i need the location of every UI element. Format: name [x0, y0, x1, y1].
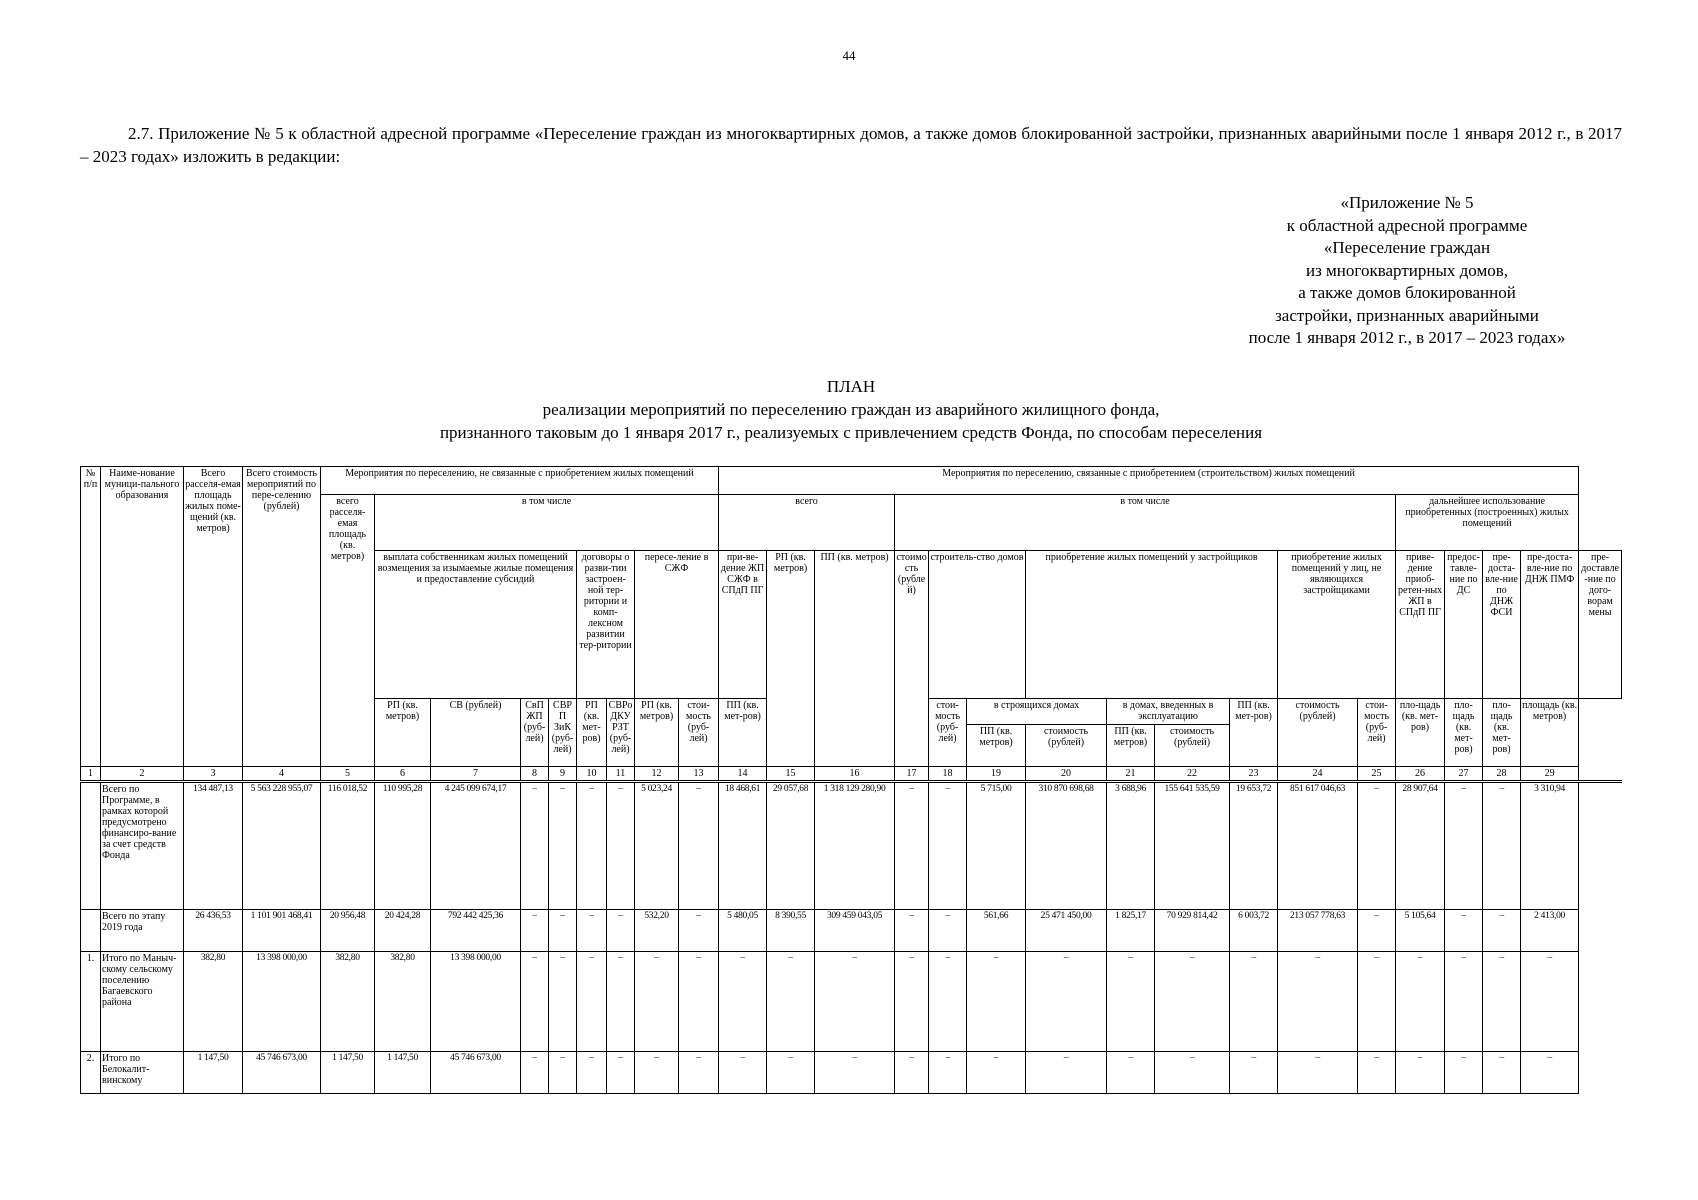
plan-table	[80, 466, 1622, 1094]
header-col17: ПП (кв. мет-ров)	[719, 699, 767, 767]
appendix-line: после 1 января 2012 г., в 2017 – 2023 годах»	[1248, 328, 1566, 347]
table-cell: 851 617 046,63	[1278, 782, 1358, 910]
table-cell: –	[1358, 782, 1396, 910]
table-cell: 561,66	[967, 910, 1026, 952]
header-municipality: Наиме-нование муници-пального образования	[101, 467, 184, 767]
header-further-use: дальнейшее использование приобретенных (построенных) жилых помещений	[1396, 495, 1579, 551]
table-cell: –	[1445, 782, 1483, 910]
table-cell: 1 318 129 280,90	[815, 782, 895, 910]
table-cell: 45 746 673,00	[431, 1052, 521, 1094]
header-col18: стои-мость (руб-лей)	[929, 699, 967, 767]
table-cell: –	[1483, 1052, 1521, 1094]
table-cell: –	[679, 1052, 719, 1094]
table-cell: –	[521, 1052, 549, 1094]
header-col14: РП (кв. метров)	[767, 551, 815, 767]
column-number: 23	[1230, 767, 1278, 782]
table-cell: 134 487,13	[184, 782, 243, 910]
table-cell: –	[1358, 910, 1396, 952]
header-col15: ПП (кв. метров)	[815, 551, 895, 767]
column-number: 8	[521, 767, 549, 782]
header-total-2: всего	[719, 495, 895, 551]
table-cell: –	[607, 1052, 635, 1094]
table-cell: 309 459 043,05	[815, 910, 895, 952]
column-number: 17	[895, 767, 929, 782]
header-col8: СвПЖП (руб-лей)	[521, 699, 549, 767]
table-cell: –	[607, 782, 635, 910]
table-cell: –	[607, 910, 635, 952]
table-cell: 13 398 000,00	[243, 952, 321, 1052]
table-cell: 70 929 814,42	[1155, 910, 1230, 952]
table-cell: –	[1483, 782, 1521, 910]
table-cell: –	[1278, 1052, 1358, 1094]
column-number: 13	[679, 767, 719, 782]
table-cell: –	[521, 910, 549, 952]
table-cell: –	[1026, 952, 1107, 1052]
appendix-line: застройки, признанных аварийными	[1275, 305, 1539, 325]
table-cell: –	[635, 952, 679, 1052]
header-col10: РП (кв. мет-ров)	[577, 699, 607, 767]
table-cell: –	[895, 782, 929, 910]
header-col29: площадь (кв. метров)	[1521, 699, 1579, 767]
column-number: 6	[375, 767, 431, 782]
table-cell: –	[1521, 1052, 1579, 1094]
table-cell: 1 101 901 468,41	[243, 910, 321, 952]
table-cell: –	[679, 952, 719, 1052]
appendix-line: а также домов блокированной	[1298, 283, 1516, 302]
header-col6: РП (кв. метров)	[375, 699, 431, 767]
column-number: 22	[1155, 767, 1230, 782]
table-cell: 2 413,00	[1521, 910, 1579, 952]
table-row	[81, 782, 1622, 910]
table-cell: 1 147,50	[184, 1052, 243, 1094]
header-col24: стоимость (рублей)	[1278, 699, 1358, 767]
table-cell: –	[549, 910, 577, 952]
table-cell: 532,20	[635, 910, 679, 952]
header-col23: ПП (кв. мет-ров)	[1230, 699, 1278, 767]
header-col21: ПП (кв. метров)	[1107, 725, 1155, 767]
table-cell: –	[679, 910, 719, 952]
table-cell: –	[1521, 952, 1579, 1052]
table-cell: 5 715,00	[967, 782, 1026, 910]
row-number	[81, 910, 101, 952]
header-col5: всего расселя-емая площадь (кв. метров)	[321, 495, 375, 767]
header-col20: стоимость (рублей)	[1026, 725, 1107, 767]
table-cell: –	[895, 910, 929, 952]
plan-title	[80, 375, 1622, 444]
header-col22: стоимость (рублей)	[1155, 725, 1230, 767]
header-col19: ПП (кв. метров)	[967, 725, 1026, 767]
column-number: 26	[1396, 767, 1445, 782]
table-body	[81, 782, 1622, 1094]
header-including-1: в том числе	[375, 495, 719, 551]
table-cell: 26 436,53	[184, 910, 243, 952]
table-cell: –	[521, 782, 549, 910]
table-cell: –	[549, 1052, 577, 1094]
table-cell: –	[767, 952, 815, 1052]
header-num: № п/п	[81, 467, 101, 767]
header-group-acquisition: Мероприятия по переселению, связанные с приобретением (строительством) жилых помещений	[719, 467, 1579, 495]
table-cell: –	[815, 1052, 895, 1094]
table-cell: –	[1230, 952, 1278, 1052]
table-cell: 382,80	[184, 952, 243, 1052]
table-cell: –	[577, 1052, 607, 1094]
table-cell: –	[549, 782, 577, 910]
table-cell: –	[577, 910, 607, 952]
table-cell: 4 245 099 674,17	[431, 782, 521, 910]
column-number: 11	[607, 767, 635, 782]
header-col26-group: предос-тавле-ние по ДС	[1445, 551, 1483, 699]
column-number: 28	[1483, 767, 1521, 782]
table-cell: –	[719, 952, 767, 1052]
header-col27: пло-щадь (кв. мет-ров)	[1445, 699, 1483, 767]
table-cell: –	[1358, 1052, 1396, 1094]
header-total-area: Всего расселя-емая площадь жилых поме-щений (кв. метров)	[184, 467, 243, 767]
column-number: 7	[431, 767, 521, 782]
table-cell: –	[1358, 952, 1396, 1052]
table-cell: 25 471 450,00	[1026, 910, 1107, 952]
table-cell: 8 390,55	[767, 910, 815, 952]
column-number: 2	[101, 767, 184, 782]
table-cell: –	[1445, 952, 1483, 1052]
table-cell: 6 003,72	[1230, 910, 1278, 952]
table-cell: 45 746 673,00	[243, 1052, 321, 1094]
header-col13: стои-мость (руб-лей)	[679, 699, 719, 767]
table-cell: –	[929, 952, 967, 1052]
table-row	[81, 910, 1622, 952]
column-number: 19	[967, 767, 1026, 782]
column-number: 5	[321, 767, 375, 782]
table-cell: 1 825,17	[1107, 910, 1155, 952]
table-cell: –	[1155, 1052, 1230, 1094]
table-cell: –	[549, 952, 577, 1052]
table-row	[81, 952, 1622, 1052]
column-number: 4	[243, 767, 321, 782]
table-cell: 1 147,50	[321, 1052, 375, 1094]
column-number: 16	[815, 767, 895, 782]
appendix-line: «Приложение № 5	[1340, 193, 1474, 212]
table-cell: 19 653,72	[1230, 782, 1278, 910]
table-cell: –	[1107, 1052, 1155, 1094]
table-cell: 5 023,24	[635, 782, 679, 910]
column-number: 20	[1026, 767, 1107, 782]
table-cell: –	[1445, 1052, 1483, 1094]
table-cell: –	[1026, 1052, 1107, 1094]
table-cell: 18 468,61	[719, 782, 767, 910]
table-cell: 382,80	[375, 952, 431, 1052]
header-contracts: договоры о разви-тии застроен-ной тер-ритории и комп-лексном развитии тер-ритории	[577, 551, 635, 699]
table-cell: –	[607, 952, 635, 1052]
table-cell: 5 563 228 955,07	[243, 782, 321, 910]
intro-number: 2.7.	[128, 124, 154, 143]
table-cell: –	[521, 952, 549, 1052]
plan-title-line: признанного таковым до 1 января 2017 г., реализуемых с привлечением средств Фонда, по способам переселения	[439, 423, 1263, 442]
row-number: 2.	[81, 1052, 101, 1094]
header-col26: пло-щадь (кв. мет-ров)	[1396, 699, 1445, 767]
row-municipality-name: Итого по Белокалит-винскому	[101, 1052, 184, 1094]
header-col27-group: пре-доста-вле-ние по ДНЖ ФСИ	[1483, 551, 1521, 699]
column-number: 29	[1521, 767, 1579, 782]
table-cell: 792 442 425,36	[431, 910, 521, 952]
column-number: 14	[719, 767, 767, 782]
table-cell: –	[929, 910, 967, 952]
table-cell: 1 147,50	[375, 1052, 431, 1094]
column-number: 9	[549, 767, 577, 782]
table-cell: –	[967, 1052, 1026, 1094]
column-number: 3	[184, 767, 243, 782]
column-number: 12	[635, 767, 679, 782]
header-building: строитель-ство домов	[929, 551, 1026, 699]
table-cell: –	[577, 782, 607, 910]
header-in-operation: в домах, введенных в эксплуатацию	[1107, 699, 1230, 725]
header-resettle-szf: пересе-ление в СЖФ	[635, 551, 719, 699]
table-cell: –	[1396, 952, 1445, 1052]
table-cell: 116 018,52	[321, 782, 375, 910]
header-col29-group: пре-доставле-ние по дого-ворам мены	[1579, 551, 1622, 699]
column-number: 25	[1358, 767, 1396, 782]
table-cell: 110 995,28	[375, 782, 431, 910]
table-cell: –	[767, 1052, 815, 1094]
column-number: 21	[1107, 767, 1155, 782]
column-number: 15	[767, 767, 815, 782]
table-cell: –	[1483, 910, 1521, 952]
header-col13-group: при-ве-дение ЖП СЖФ в СПдП ПГ	[719, 551, 767, 699]
table-cell: 310 870 698,68	[1026, 782, 1107, 910]
table-cell: –	[929, 782, 967, 910]
table-cell: –	[895, 1052, 929, 1094]
table-cell: 3 310,94	[1521, 782, 1579, 910]
plan-title-line: реализации мероприятий по переселению граждан из аварийного жилищного фонда,	[542, 400, 1160, 419]
table-cell: 5 480,05	[719, 910, 767, 952]
row-municipality-name: Всего по Программе, в рамках которой предусмотрено финансиро-вание за счет средств Фонда	[101, 782, 184, 910]
table-cell: 29 057,68	[767, 782, 815, 910]
table-cell: –	[815, 952, 895, 1052]
table-cell: –	[679, 782, 719, 910]
table-cell: 3 688,96	[1107, 782, 1155, 910]
header-under-construction: в строящихся домах	[967, 699, 1107, 725]
column-numbers-row	[81, 767, 1622, 782]
appendix-heading	[1192, 192, 1622, 350]
header-col28: пло-щадь (кв. мет-ров)	[1483, 699, 1521, 767]
table-cell: –	[1396, 1052, 1445, 1094]
table-cell: –	[719, 1052, 767, 1094]
intro-paragraph	[80, 122, 1622, 168]
column-number: 24	[1278, 767, 1358, 782]
header-acq-nondevelopers: приобретение жилых помещений у лиц, не являющихся застройщиками	[1278, 551, 1396, 699]
column-number: 1	[81, 767, 101, 782]
table-cell: 28 907,64	[1396, 782, 1445, 910]
table-cell: 155 641 535,59	[1155, 782, 1230, 910]
plan-title-main: ПЛАН	[826, 377, 876, 396]
row-number	[81, 782, 101, 910]
column-number: 10	[577, 767, 607, 782]
column-number: 18	[929, 767, 967, 782]
plan-table-wrapper	[80, 466, 1622, 1094]
table-cell: –	[967, 952, 1026, 1052]
header-col28-group: пре-доста-вле-ние по ДНЖ ПМФ	[1521, 551, 1579, 699]
header-col25-group: приве-дение приоб-ретен-ных ЖП в СПдП ПГ	[1396, 551, 1445, 699]
page-number: 44	[842, 48, 856, 63]
header-col9: СВРП ЗиК (руб-лей)	[549, 699, 577, 767]
appendix-line: из многоквартирных домов,	[1305, 260, 1508, 280]
table-cell: –	[635, 1052, 679, 1094]
table-cell: –	[1278, 952, 1358, 1052]
table-cell: –	[929, 1052, 967, 1094]
appendix-line: к областной адресной программе	[1286, 215, 1528, 235]
header-col12: РП (кв. метров)	[635, 699, 679, 767]
intro-text: Приложение № 5 к областной адресной программе «Переселение граждан из многоквартирных домов, а также домов блокированной застройки, признанных аварийными после 1 января 2012 г., в 2017 – 2023 годах» изложить в редакции:	[80, 124, 1622, 166]
header-acq-developers: приобретение жилых помещений у застройщиков	[1026, 551, 1278, 699]
table-cell: –	[1107, 952, 1155, 1052]
table-row	[81, 1052, 1622, 1094]
table-cell: –	[1230, 1052, 1278, 1094]
table-cell: 13 398 000,00	[431, 952, 521, 1052]
row-municipality-name: Всего по этапу 2019 года	[101, 910, 184, 952]
table-cell: 382,80	[321, 952, 375, 1052]
table-cell: 213 057 778,63	[1278, 910, 1358, 952]
table-cell: 20 956,48	[321, 910, 375, 952]
table-cell: –	[1155, 952, 1230, 1052]
table-cell: –	[1483, 952, 1521, 1052]
column-number: 27	[1445, 767, 1483, 782]
table-cell: 20 424,28	[375, 910, 431, 952]
header-col16: стоимость (рублей)	[895, 551, 929, 767]
header-total-cost: Всего стоимость мероприятий по пере-селению (рублей)	[243, 467, 321, 767]
row-municipality-name: Итого по Маныч-скому сельскому поселению Багаевского района	[101, 952, 184, 1052]
header-col25: стои-мость (руб-лей)	[1358, 699, 1396, 767]
header-col11: СВРо ДКУ РЗТ (руб-лей)	[607, 699, 635, 767]
appendix-line: «Переселение граждан	[1323, 238, 1491, 257]
table-cell: –	[1445, 910, 1483, 952]
row-number: 1.	[81, 952, 101, 1052]
header-col7: СВ (рублей)	[431, 699, 521, 767]
table-cell: 5 105,64	[1396, 910, 1445, 952]
header-group-not-acquisition: Мероприятия по переселению, не связанные с приобретением жилых помещений	[321, 467, 719, 495]
header-including-2: в том числе	[895, 495, 1396, 551]
table-cell: –	[577, 952, 607, 1052]
table-cell: –	[895, 952, 929, 1052]
header-payout: выплата собственникам жилых помещений возмещения за изымаемые жилые помещения и предоставление субсидий	[375, 551, 577, 699]
